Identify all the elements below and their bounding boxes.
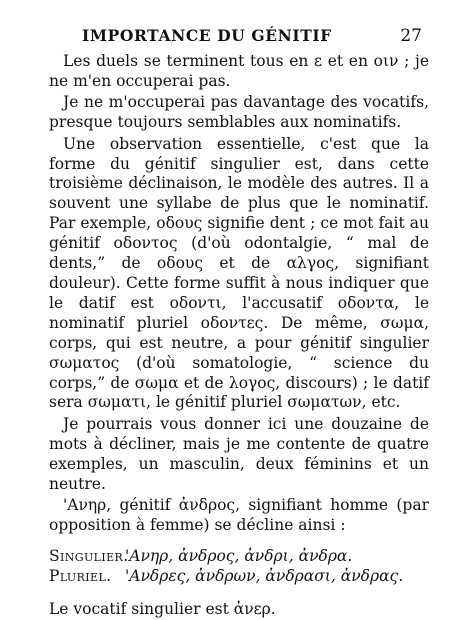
declension-row-plural — [49, 567, 429, 588]
declension-table — [49, 547, 429, 588]
page-number: 27 — [400, 26, 422, 46]
paragraph-vocatifs: Je ne m'occuperai pas davantage des vocatifs, presque toujours semblables aux nominatifs. — [49, 93, 429, 132]
paragraph-exemples: Je pourrais vous donner ici une douzaine de mots à décliner, mais je me contente de quatre exemples, un masculin, deux féminins et un neutre. — [49, 414, 429, 493]
running-title: IMPORTANCE DU GÉNITIF — [82, 26, 332, 45]
page-header — [82, 26, 422, 48]
singular-forms: 'Ανηρ, ἀνδρος, ἀνδρι, ἀνδρα. — [125, 546, 353, 565]
paragraph-duels: Les duels se terminent tous en ε et en οιν ; je ne m'en occuperai pas. — [49, 52, 429, 90]
closing-line: Le vocatif singulier est ἀνερ. — [49, 599, 276, 618]
body-text — [49, 52, 429, 620]
plural-label: Pluriel. — [49, 567, 112, 586]
paragraph-aner-intro: 'Ανηρ, génitif ἀνδρος, signifiant homme (par opposition à femme) se décline ainsi : — [49, 495, 429, 534]
plural-forms: 'Ανδρες, ἀνδρων, ἀνδρασι, ἀνδρας. — [125, 567, 404, 586]
singular-label: Singulier. — [49, 546, 129, 565]
paragraph-genitif-observation: Une observation essentielle, c'est que la forme du génitif singulier est, dans cette troisième déclinaison, le modèle des autres. Il a souvent une syllabe de plus que le nominatif. Par exemple, οδους signifie dent ; ce mot fait au génitif οδοντος (d'où odontalgie, “ mal de dents,” de οδους et de αλγος, signifiant douleur). Cette forme suffit à nous indiquer que le datif est οδοντι, l'accusatif οδοντα, le nominatif pluriel οδοντες. De même, σωμα, corps, qui est neutre, a pour génitif singulier σωματος (d'où somatologie, “ science du corps,” de σωμα et de λογος, discours) ; le datif sera σωματι, le génitif pluriel σωματων, etc. — [49, 134, 429, 412]
declension-row-singular — [49, 547, 429, 568]
